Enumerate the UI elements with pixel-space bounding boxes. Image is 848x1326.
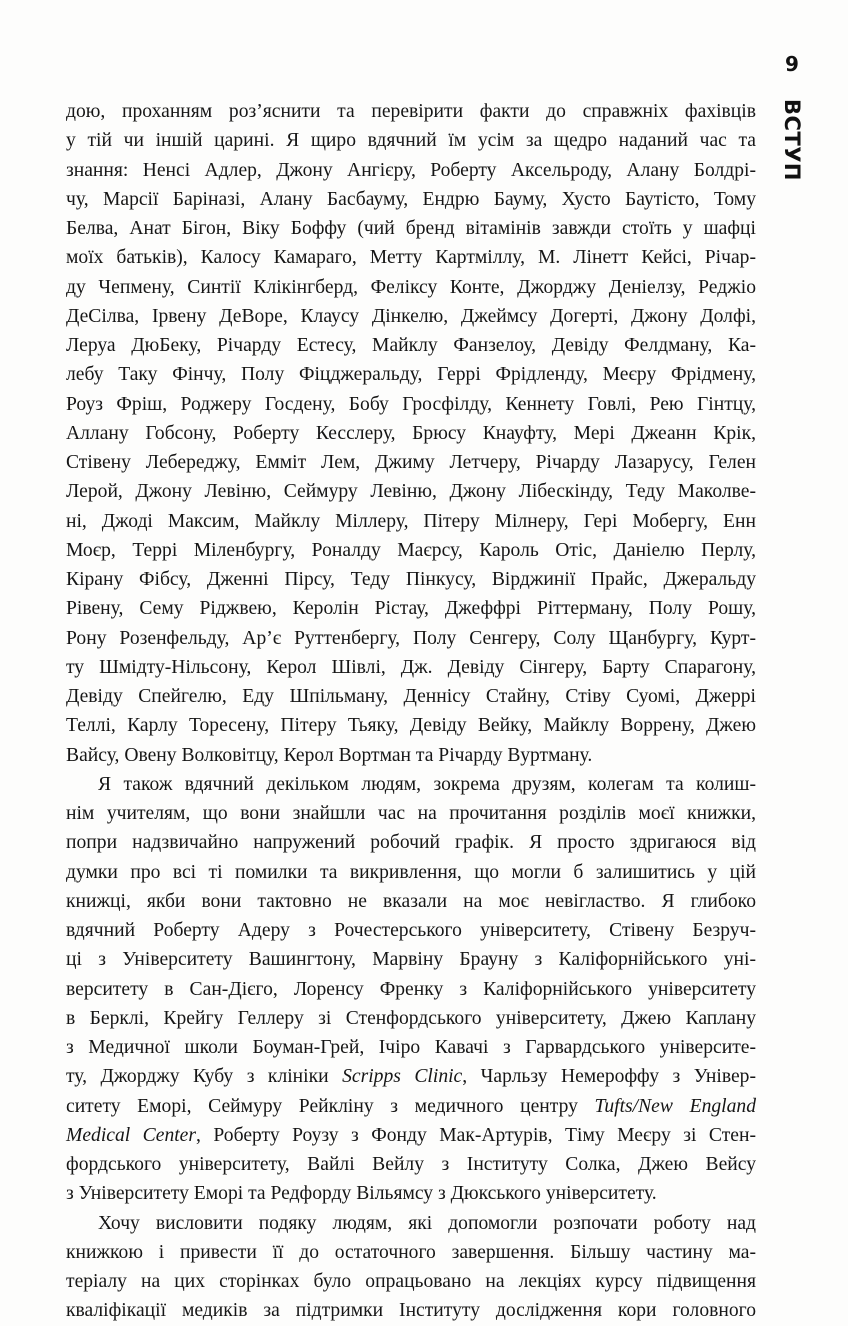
text-line: Леруа ДюБеку, Річарду Естесу, Майклу Фанзелоу, Девіду Фелдману, Ка-: [66, 335, 756, 356]
text-line: Рону Розенфельду, Ар’є Руттенбергу, Полу Сенгеру, Солу Щанбургу, Курт-: [66, 627, 756, 649]
text-line: Кірану Фібсу, Дженні Пірсу, Теду Пінкусу, Вірджинії Прайс, Джеральду: [66, 569, 756, 590]
text-line: Роуз Фріш, Роджеру Госдену, Бобу Гросфілду, Кеннету Говлі, Рею Гінтцу,: [66, 393, 756, 415]
body-text: [66, 97, 756, 1326]
text-line: фордського університету, Вайлі Вейлу з Інституту Солка, Джею Вейсу: [66, 1154, 756, 1175]
text-line: нім учителям, що вони знайшли час на прочитання розділів моєї книжки,: [66, 803, 756, 824]
running-header: [780, 98, 804, 182]
text-line: Я також вдячний декільком людям, зокрема друзям, колегам та колиш-: [98, 773, 756, 795]
text-line: Белва, Анат Бігон, Віку Боффу (чий бренд вітамінів завжди стоїть у шафці: [66, 218, 756, 239]
page-number: 9: [785, 52, 799, 76]
text-line: Теллі, Карлу Торесену, Пітеру Тьяку, Девіду Вейку, Майклу Воррену, Джею: [66, 715, 756, 737]
text-line: ні, Джоді Максим, Майклу Міллеру, Пітеру Мілнеру, Гері Мобергу, Енн: [66, 510, 756, 532]
text-line: Рівену, Сему Ріджвею, Керолін Рістау, Джеффрі Ріттерману, Полу Рошу,: [66, 598, 756, 620]
text-line: дою, проханням роз’яснити та перевірити факти до справжніх фахівців: [66, 101, 756, 122]
text-line: в Берклі, Крейгу Геллеру зі Стенфордського університету, Джею Каплану: [66, 1007, 756, 1029]
text-line: думки про всі ті помилки та викривлення, що могли б залишитись у цій: [66, 861, 756, 883]
text-line: ду Чепмену, Синтії Клікінгберд, Феліксу Конте, Джорджу Деніелзу, Реджіо: [66, 276, 756, 298]
text-line: ту Шмідту-Нільсону, Керол Шівлі, Дж. Девіду Сінгеру, Барту Спарагону,: [66, 656, 756, 678]
text-line: з Університету Еморі та Редфорду Вільямсу з Дюкського університету.: [66, 1183, 657, 1205]
text-line: книжці, якби вони тактовно не вказали на моє невігластво. Я глибоко: [66, 890, 756, 912]
text-line: Девіду Спейгелю, Еду Шпільману, Деннісу Стайну, Стіву Суомі, Джеррі: [66, 686, 756, 707]
text-line: лебу Таку Фінчу, Полу Фіцджеральду, Геррі Фрідленду, Меєру Фрідмену,: [66, 364, 756, 386]
text-line: верситету в Сан-Дієго, Лоренсу Френку з Каліфорнійського університету: [66, 978, 756, 1000]
text-line: Лерой, Джону Левіню, Сеймуру Левіню, Джону Лібескінду, Теду Маколве-: [66, 481, 756, 503]
text-line: ситету Еморі, Сеймуру Рейкліну з медичного центру Tufts/New England: [66, 1095, 756, 1117]
section-label: ВСТУП: [780, 98, 804, 182]
text-line: знання: Нeнсі Адлер, Джону Ангієру, Роберту Аксельроду, Алану Болдрі-: [66, 159, 756, 181]
text-line: книжкою і привести її до остаточного завершення. Більшу частину ма-: [66, 1241, 756, 1263]
text-line: Стівену Лебереджу, Емміт Лем, Джиму Летчеру, Річарду Лазарусу, Гелен: [66, 452, 756, 473]
text-line: вдячний Роберту Адеру з Рочестерського університету, Стівену Безруч-: [66, 920, 756, 941]
text-line: попри надзвичайно напружений робочий графік. Я просто здригаюся від: [66, 832, 756, 854]
text-line: ту, Джорджу Кубу з клініки Scripps Clinic, Чарльзу Немероффу з Універ-: [66, 1066, 757, 1088]
text-line: чу, Марсії Баріназі, Алану Басбауму, Ендрю Бауму, Хусто Баутісто, Тому: [66, 188, 756, 210]
text-line: з Медичної школи Боуман-Грей, Ічіро Кавачі з Гарвардського університе-: [66, 1037, 756, 1058]
text-line: Аллану Гобсону, Роберту Кесслеру, Брюсу Кнауфту, Мері Джеанн Крік,: [66, 422, 756, 444]
text-line: теріалу на цих сторінках було опрацьовано на лекціях курсу підвищення: [66, 1271, 756, 1292]
text-line: Вайсу, Овену Волковітцу, Керол Вортман та Річарду Вуртману.: [66, 744, 593, 766]
text-line: Medical Center, Роберту Роузу з Фонду Мак-Артурів, Тіму Меєру зі Стен-: [66, 1124, 756, 1146]
text-line: Хочу висловити подяку людям, які допомогли розпочати роботу над: [98, 1212, 756, 1234]
text-line: ці з Університету Вашингтону, Марвіну Брауну з Каліфорнійського уні-: [66, 949, 756, 971]
text-line: Моєр, Террі Міленбургу, Роналду Маєрсу, Кароль Отіс, Даніелю Перлу,: [66, 539, 756, 561]
text-line: ДеСілва, Ірвену ДеВоре, Клаусу Дінкелю, Джеймсу Догерті, Джону Долфі,: [66, 305, 756, 327]
text-line: моїх батьків), Калосу Камараго, Метту Картміллу, М. Лінетт Кейсі, Річар-: [66, 247, 756, 269]
text-line: у тій чи іншій царині. Я щиро вдячний їм усім за щедро наданий час та: [66, 130, 756, 152]
text-line: кваліфікації медиків за підтримки Інституту дослідження кори головного: [66, 1300, 756, 1322]
